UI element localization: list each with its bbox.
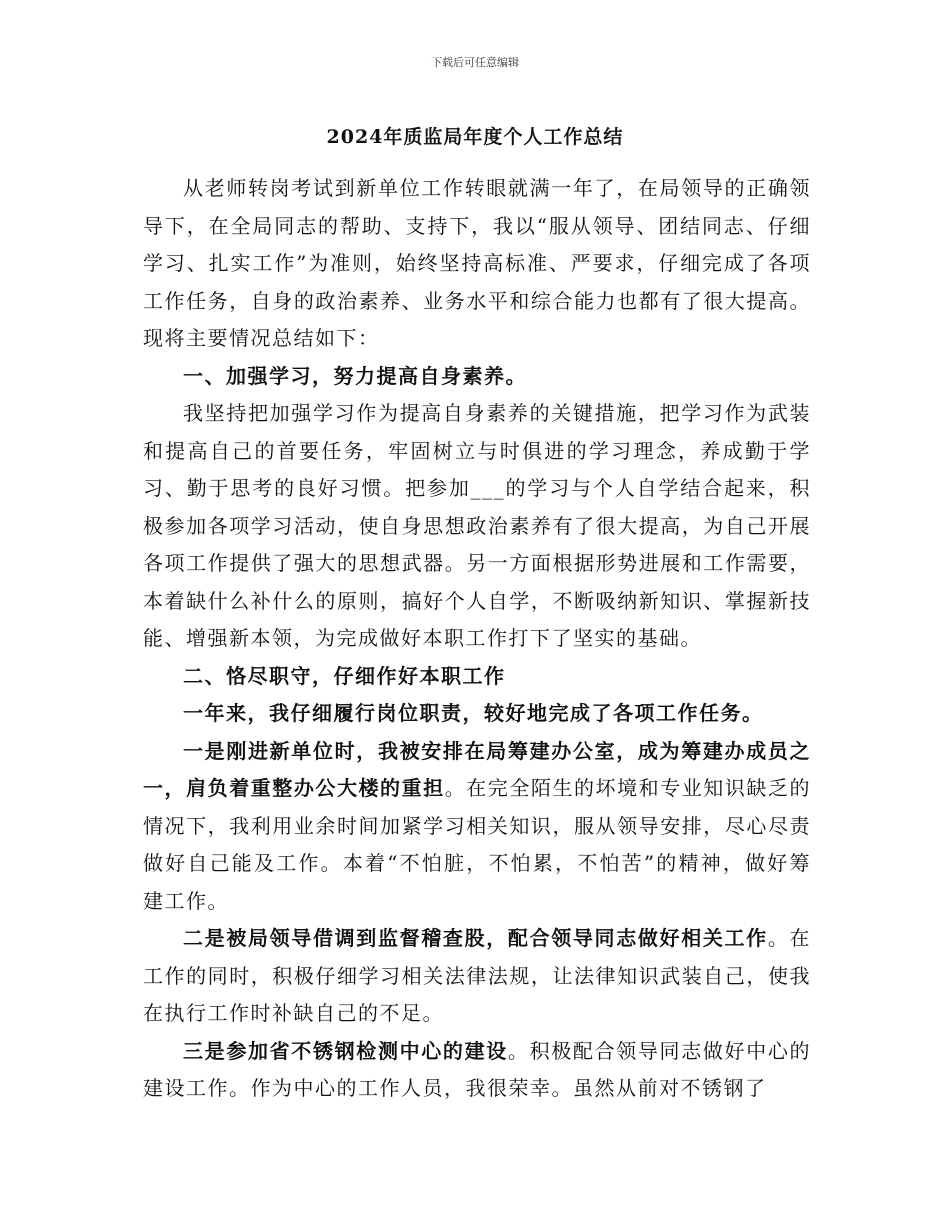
section-heading-duty: 二、恪尽职守，仔细作好本职工作: [183, 663, 506, 688]
item-one-text: 。在完全陌生的坏境和专业知识缺乏的情况下，我利用业余时间加紧学习相关知识，服从领导安排，尽心尽责做好自己能及工作。本着“不怕脏，不怕累，不怕苦”的精神，做好筹建工作。: [143, 776, 812, 913]
item-three-highlight: 三是参加省不锈钢检测中心的建设: [183, 1038, 508, 1063]
item-two-text: 。在工作的同时，积极仔细学习相关法律法规，让法律知识武装自己，使我在执行工作时补缺自己的不足。: [143, 926, 812, 1025]
document-body: [143, 170, 811, 1108]
section-duty-lead: 一年来，我仔细履行岗位职责，较好地完成了各项工作任务。: [183, 701, 764, 725]
page-header-note: 下载后可任意编辑: [431, 56, 519, 69]
item-one-paragraph: [143, 733, 811, 921]
document-title: 2024年质监局年度个人工作总结: [326, 126, 624, 148]
item-two-highlight: 二是被局领导借调到监督稽查股，配合领导同志做好相关工作: [183, 926, 768, 950]
item-three-paragraph: [143, 1033, 811, 1108]
item-two-paragraph: [143, 920, 811, 1033]
item-one-highlight: 一是刚进新单位时，我被安排在局筹建办公室，成为筹建办成员之一，肩负着重整办公大楼的重担: [143, 738, 811, 800]
intro-paragraph: 从老师转岗考试到新单位工作转眼就满一年了，在局领导的正确领导下，在全局同志的帮助、支持下，我以“服从领导、团结同志、仔细学习、扎实工作”为准则，始终坚持高标准、严要求，仔细完成了各项工作任务，自身的政治素养、业务水平和综合能力也都有了很大提高。现将主要情况总结如下：: [143, 176, 811, 350]
section-study-paragraph: 我坚持把加强学习作为提高自身素养的关键措施，把学习作为武装和提高自己的首要任务，牢固树立与时俱进的学习理念，养成勤于学习、勤于思考的良好习惯。把参加___的学习与个人自学结合起来，积极参加各项学习活动，使自身思想政治素养有了很大提高，为自己开展各项工作提供了强大的思想武器。另一方面根据形势进展和工作需要，本着缺什么补什么的原则，搞好个人自学，不断吸纳新知识、掌握新技能、增强新本领，为完成做好本职工作打下了坚实的基础。: [143, 401, 811, 650]
section-heading-study: 一、加强学习，努力提高自身素养。: [183, 363, 527, 388]
item-three-text: 。积极配合领导同志做好中心的建设工作。作为中心的工作人员，我很荣幸。虽然从前对不锈钢了: [143, 1038, 812, 1100]
